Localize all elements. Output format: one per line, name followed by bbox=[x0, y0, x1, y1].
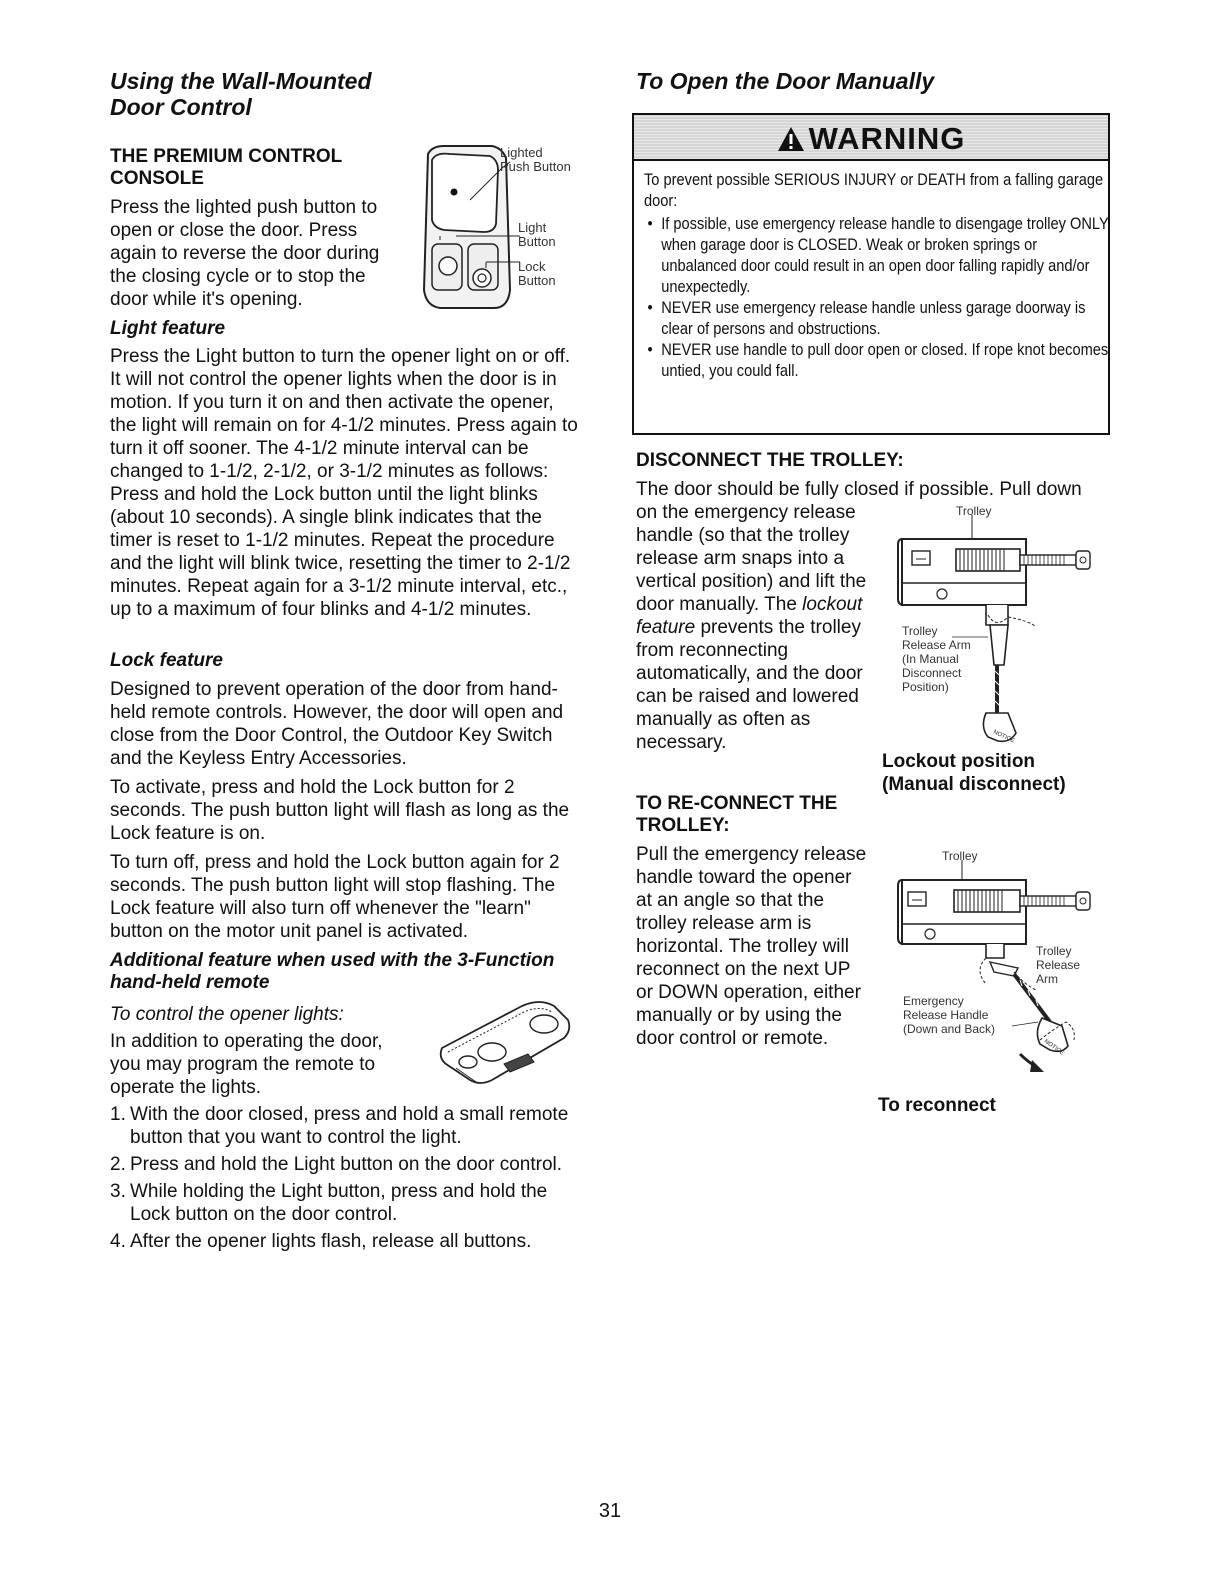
warning-intro: To prevent possible SERIOUS INJURY or DEATH from a falling garage door: bbox=[644, 170, 1104, 210]
premium-console-text: Press the lighted push button to open or close the door. Press again to reverse the door during the closing cycle or to stop the door while it's opening. bbox=[110, 197, 380, 310]
step-4 bbox=[110, 1230, 580, 1253]
reconnect-handle-label: Emergency Release Handle (Down and Back) bbox=[903, 994, 996, 1036]
warning-triangle-icon bbox=[777, 126, 805, 152]
reconnect-text: Pull the emergency release handle toward the opener at an angle so that the trolley release arm is horizontal. The trolley will reconnect on the next UP or DOWN operation, either manually or by using the door control or remote. bbox=[636, 844, 867, 1049]
reconnect-heading bbox=[636, 793, 837, 837]
step-2-num: 2. bbox=[110, 1154, 126, 1175]
step-3 bbox=[110, 1180, 580, 1226]
lock-feature-p1: Designed to prevent operation of the door from hand-held remote controls. However, the door will open and close from the Door Control, the Outdoor Key Switch and the Keyless Entry Accessories. bbox=[110, 679, 564, 769]
additional-feature-heading: Additional feature when used with the 3-Function hand-held remote bbox=[110, 950, 555, 993]
left-title-line2: Door Control bbox=[110, 94, 252, 120]
warning-bullet-3: • NEVER use handle to pull door open or closed. If rope knot becomes untied, you could fall. bbox=[644, 339, 1113, 381]
warning-title bbox=[634, 121, 1108, 157]
svg-text:NOTICE: NOTICE bbox=[992, 729, 1016, 745]
lock-feature-heading: Lock feature bbox=[110, 650, 223, 671]
control-lights-text: In addition to operating the door, you may program the remote to operate the lights. bbox=[110, 1031, 383, 1098]
disconnect-text-b: prevents the trolley from reconnecting automatically, and the door can be raised and lowered manually as often as necessary. bbox=[636, 617, 863, 753]
warning-header bbox=[634, 115, 1108, 161]
step-4-num: 4. bbox=[110, 1231, 126, 1252]
step-1 bbox=[110, 1103, 580, 1149]
lockout-release-arm-label: Trolley Release Arm (In Manual Disconnect Position) bbox=[902, 624, 971, 694]
disconnect-lockout-term: lockout feature bbox=[636, 594, 863, 638]
warning-bullet-2: • NEVER use emergency release handle unless garage doorway is clear of persons and obstructions. bbox=[644, 297, 1113, 339]
step-1-text: With the door closed, press and hold a small remote button that you want to control the light. bbox=[130, 1104, 569, 1148]
step-3-text: While holding the Light button, press and hold the Lock button on the door control. bbox=[130, 1181, 548, 1225]
disconnect-text-a: on the emergency release handle (so that the trolley release arm snaps into a vertical position) and lift the door manually. The bbox=[636, 502, 867, 615]
warning-bullet-1: • If possible, use emergency release handle to disengage trolley ONLY when garage door is CLOSED. Weak or broken springs or unbalanced door could result in an open door falling rapidly and/or unexpectedly. bbox=[644, 213, 1113, 297]
step-1-num: 1. bbox=[110, 1104, 126, 1125]
lighted-push-button-label: Lighted Push Button bbox=[500, 145, 571, 174]
light-feature-text: Press the Light button to turn the opener light on or off. It will not control the opener lights when the door is in motion. If you turn it on and then activate the opener, the light will remain on for 4-1/2 minutes. Press again to turn it off sooner. The 4-1/2 minute interval can be changed to 1-1/2, 2-1/2, or 3-1/2 minutes as follows: Press and hold the Lock button until the light blinks (about 10 seconds). A single blink indicates that the timer is reset to 1-1/2 minutes. Repeat the procedure and the light will blink twice, resetting the timer to 2-1/2 minutes. Repeat again for a 3-1/2 minute interval, etc., up to a maximum of four blinks and 4-1/2 minutes. bbox=[110, 346, 578, 620]
reconnect-heading-line1: TO RE-CONNECT THE bbox=[636, 793, 838, 814]
warning-bullets bbox=[644, 213, 1113, 381]
reconnect-caption: To reconnect bbox=[878, 1095, 996, 1116]
lockout-trolley-label: Trolley bbox=[956, 504, 992, 518]
disconnect-text bbox=[636, 501, 881, 754]
premium-heading-line2: CONSOLE bbox=[110, 168, 204, 189]
warning-box bbox=[632, 113, 1110, 435]
left-title-line1: Using the Wall-Mounted bbox=[110, 68, 372, 94]
light-feature-heading: Light feature bbox=[110, 318, 226, 339]
reconnect-release-arm-label: Trolley Release Arm bbox=[1036, 944, 1081, 986]
lock-feature-p2: To activate, press and hold the Lock button for 2 seconds. The push button light will flash as long as the Lock feature is on. bbox=[110, 777, 570, 844]
step-2 bbox=[110, 1153, 580, 1176]
step-2-text: Press and hold the Light button on the door control. bbox=[130, 1154, 563, 1175]
right-title: To Open the Door Manually bbox=[636, 68, 935, 94]
disconnect-heading: DISCONNECT THE TROLLEY: bbox=[636, 450, 904, 471]
left-title bbox=[110, 68, 530, 120]
steps-list bbox=[110, 1103, 580, 1257]
remote-illustration bbox=[436, 996, 576, 1088]
step-3-num: 3. bbox=[110, 1181, 126, 1202]
premium-heading-line1: THE PREMIUM CONTROL bbox=[110, 146, 343, 167]
page-number: 31 bbox=[598, 1500, 622, 1522]
reconnect-heading-line2: TROLLEY: bbox=[636, 815, 730, 836]
warning-content bbox=[634, 161, 1108, 381]
disconnect-line1: The door should be fully closed if possible. Pull down bbox=[636, 479, 1082, 500]
warning-body bbox=[644, 169, 1113, 381]
lock-button-label: Lock Button bbox=[518, 259, 556, 288]
reconnect-trolley-label: Trolley bbox=[942, 849, 978, 863]
premium-console-heading bbox=[110, 146, 410, 190]
lock-feature-p3: To turn off, press and hold the Lock button again for 2 seconds. The push button light will stop flashing. The Lock feature will also turn off whenever the "learn" button on the motor unit panel is activated. bbox=[110, 852, 560, 942]
step-4-text: After the opener lights flash, release all buttons. bbox=[130, 1231, 532, 1252]
svg-text:NOTICE: NOTICE bbox=[1042, 1038, 1065, 1057]
light-button-label: Light Button bbox=[518, 220, 556, 249]
lock-feature-body bbox=[110, 678, 580, 949]
control-lights-heading: To control the opener lights: bbox=[110, 1004, 344, 1025]
lockout-caption-line2: (Manual disconnect) bbox=[882, 774, 1066, 795]
lockout-caption-line1: Lockout position bbox=[882, 751, 1036, 772]
warning-heading-text: WARNING bbox=[808, 121, 966, 156]
lockout-caption bbox=[882, 750, 1066, 796]
